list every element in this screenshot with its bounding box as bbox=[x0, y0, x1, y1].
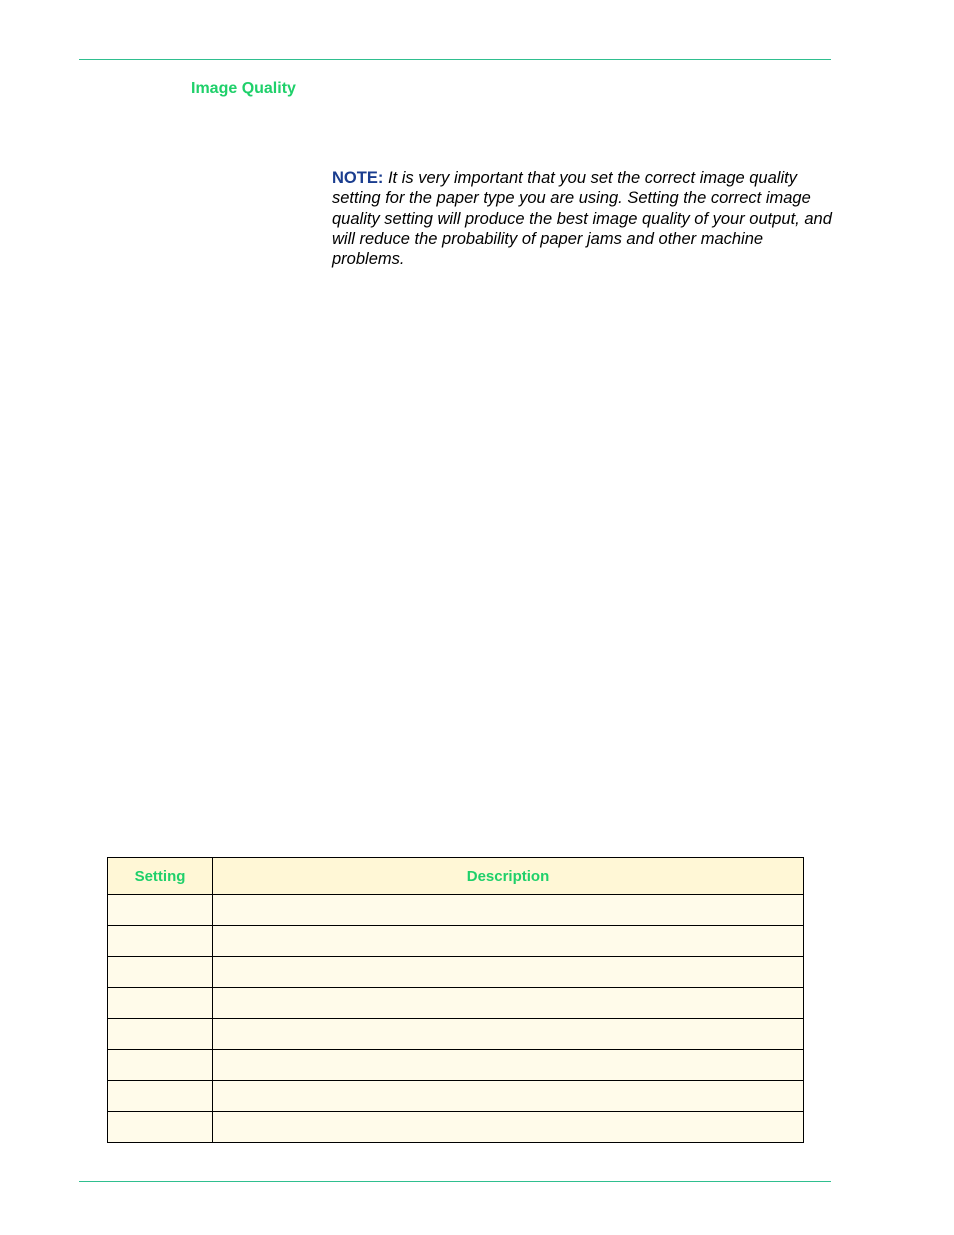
column-header-description: Description bbox=[213, 858, 804, 895]
description-cell bbox=[213, 895, 804, 926]
column-header-setting: Setting bbox=[108, 858, 213, 895]
description-cell bbox=[213, 1019, 804, 1050]
table-row bbox=[108, 1050, 804, 1081]
setting-cell bbox=[108, 957, 213, 988]
description-cell bbox=[213, 1112, 804, 1143]
note-paragraph bbox=[332, 168, 832, 269]
description-cell bbox=[213, 1050, 804, 1081]
note-text: It is very important that you set the correct image quality setting for the paper type you are using. Setting the correct image quality setting will produce the best image quality of your output, and will reduce the probability of paper jams and other machine problems. bbox=[332, 169, 832, 269]
description-cell bbox=[213, 957, 804, 988]
table-row bbox=[108, 957, 804, 988]
description-cell bbox=[213, 988, 804, 1019]
bottom-rule bbox=[79, 1181, 831, 1182]
setting-cell bbox=[108, 1050, 213, 1081]
table-header-row bbox=[108, 858, 804, 895]
setting-cell bbox=[108, 926, 213, 957]
setting-cell bbox=[108, 1081, 213, 1112]
setting-cell bbox=[108, 895, 213, 926]
table-row bbox=[108, 1019, 804, 1050]
top-rule bbox=[79, 59, 831, 60]
setting-cell bbox=[108, 1019, 213, 1050]
description-cell bbox=[213, 1081, 804, 1112]
description-cell bbox=[213, 926, 804, 957]
table-row bbox=[108, 1112, 804, 1143]
table-row bbox=[108, 926, 804, 957]
setting-cell bbox=[108, 988, 213, 1019]
image-quality-settings-table bbox=[107, 857, 804, 1143]
note-label: NOTE: bbox=[332, 169, 384, 187]
section-heading: Image Quality bbox=[191, 80, 296, 97]
table-row bbox=[108, 1081, 804, 1112]
setting-cell bbox=[108, 1112, 213, 1143]
table-row bbox=[108, 988, 804, 1019]
table-row bbox=[108, 895, 804, 926]
